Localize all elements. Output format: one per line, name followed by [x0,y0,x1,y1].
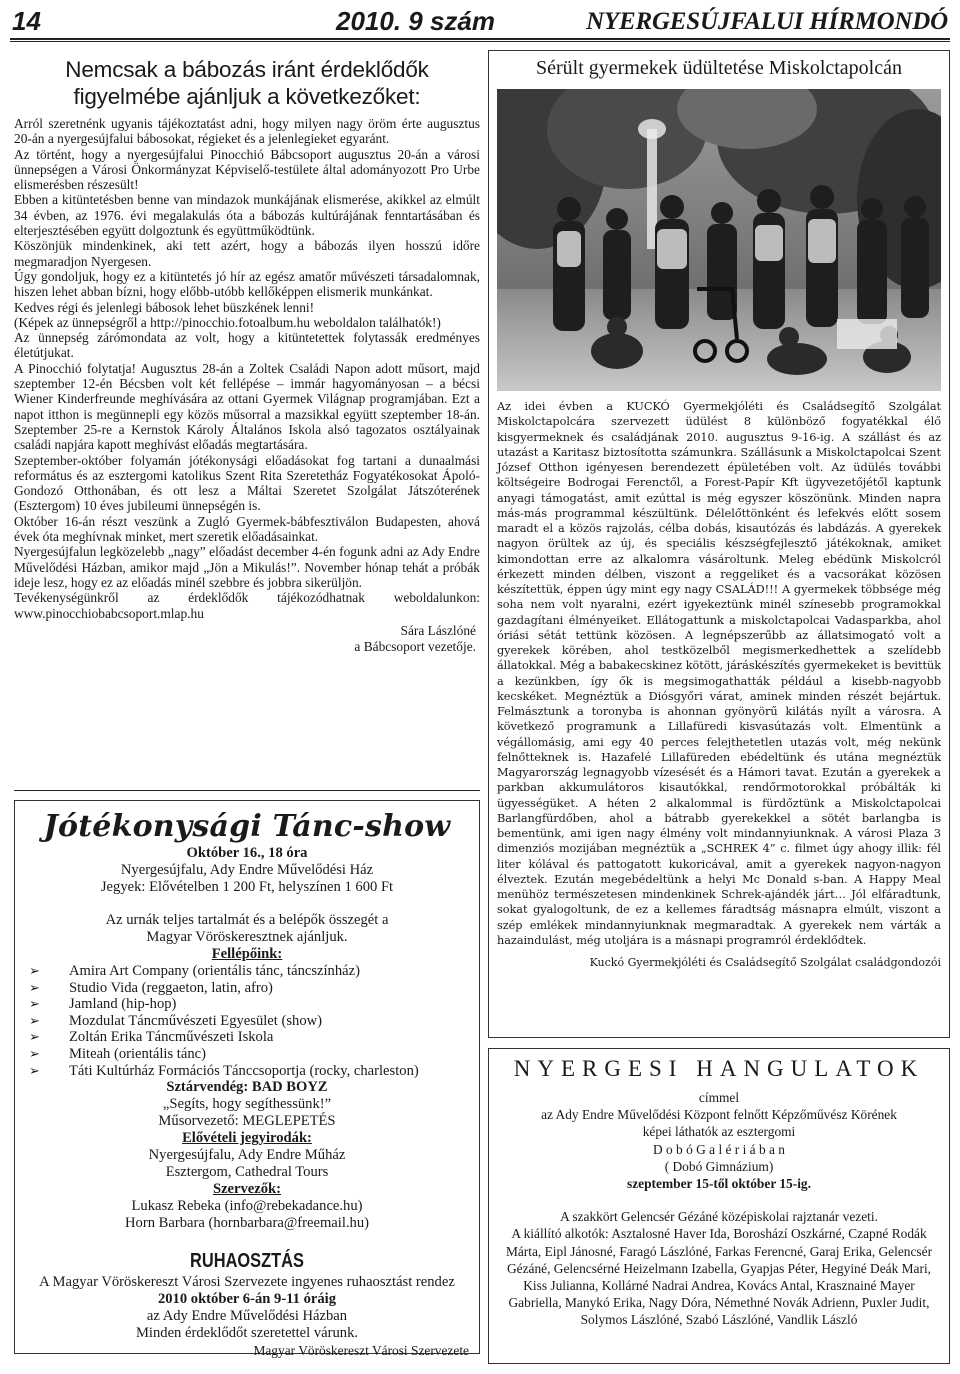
camp-text: Az idei évben a KUCKÓ Gyermekjóléti és Családsegítő Szolgálat Miskolctapolcára szervezett üdülést 8 különböző fogyatékkal élő kisgyermeknek és családjának 2010. augusztus 9-16-ig. A szállást és az utazást a Karitasz biztosította számunkra. Szállásunk a Miskolctapolcai Szent József Otthon igényesen berendezett épületében volt. Az üdülés további költségeire Bodrogai Ferenctől, a Forest-Papír Kft ügyvezetőjétől kaptunk anyagi támogatást, amit ezúttal is még egyszer köszönünk. Minden napra más-más programmal készültünk. Délelőttönként és lefekvés előtt sosem maradt el a közös rajzolás, célba dobás, kisautózás és labdázás. A gyerekek nagyon örültek az új, és speciális készségfejlesztő játékoknak, amiket kimondottan erre az alkalomra vásároltunk. Meleg ebédünk Miskolcról érkezett minden délben, viszont a reggeliket és a vacsorákat közösen készítettük, éppen úgy mint egy nagy CSALÁD!!! A gyermekek többsége még soha nem volt nyaralni, ezért igyekeztünk minél színesebb programokkal gazdagítani élményeiket. Ellátogattunk a miskolctapolcai Vadasparkba, ahol óriási sétát tettünk közösen. A legnépszerűbb az állatsimogató volt a gyerekek körében, ahol testközelből megismerkedhettek a szelídebb állatokkal. Még a babakecskinez kötött, járáskészítés gyermekeket is bevittük a kezünkben, így ők is megsimogathatták például a kisebb-nagyobb kecskéket. Megnéztük a Diósgyőri várat, aminek minden részét bejártuk. Felmásztunk a toronyba is ahonnan gyönyörű kilátás nyílt a városra. A következő programunk a Lillafüredi kisvasútazás volt. Elmentünk a végállomásig, ami egy 40 perces felejthetetlen utazás volt, még nekünk felnőtteknek is. Hazafelé Lillafüreden ebédeltünk és utána megnéztük Magyarország legnagyobb vízesését és a Hámori tavat. Ezután a gyerekek a parkban akkumulátoros kisautókkal, rendőrmotorokkal próbálták ki ügyességüket. A héten 2 alkalommal is fürdőztünk a Miskolctapolcai Barlangfürdőben, ahol a bátrabb gyerekekkel a sötét barlangba is bementünk, ami igen nagy élmény volt mindannyiunknak. A városi Plaza 3 dimenziós mozijában megnéztük a „SCHREK 4” c. filmet úgy ahogy illik: fél liter kólával és pattogatott kukoricával, amit a gyerekek nagyon-nagyon élveztek. Ezután megebédeltünk a helyi Mc Donald s-ban. A Happy Meal menühöz természetesen mindenkinek Schrek-ajándék járt… Jól elfáradtunk, sokat gyalogoltunk, de ez a kellemes fáradtság másnapra elmúlt, viszont a szép emlékek mindannyiunknak megmaradtak. A gyerekek nem várták a hazaindulást, még utoljára is a másnapi programról érdeklődtek. [497,400,941,947]
header-rule-thin [10,41,950,42]
show-title: Jótékonysági Tánc-show [43,809,451,844]
clothes-welcome: Minden érdeklődőt szeretettel várunk. [135,1325,359,1342]
clothes-date: 2010 október 6-án 9-11 óráig [157,1291,337,1308]
paragraph: Kedves régi és jelenlegi bábosok lehet büszkének lenni! [14,299,315,315]
page-header [10,4,950,36]
paragraph: Arról szeretnénk ugyanis tájékoztatást adni, hogy milyen nagy öröm érte augusztus 20-án a nyergesújfalui bábosokat, régieket és a jelenlegieket egyaránt. [14,116,480,147]
article-title: Nemcsak a bábozás iránt érdeklődők figyelmébe ajánljuk a következőket: [65,57,429,109]
list-item: ➢ Táti Kultúrház Formációs Tánccsoportja (rocky, charleston) [29,1062,419,1079]
paragraph: Köszönjük mindenkinek, aki tett azért, hogy a bábozás ilyen hosszú időre megmaradjon Nyergesen. [14,238,480,269]
arrow-icon: ➢ [29,1012,40,1028]
section-rule [14,790,480,791]
show-host: Műsorvezető: MEGLEPETÉS [158,1113,336,1130]
guest-quote: „Segíts, hogy segíthessünk!” [162,1096,332,1113]
arrow-icon: ➢ [29,1045,40,1061]
presale-office: Nyergesújfalu, Ady Endre Műház [148,1147,346,1164]
clothes-signature: Magyar Vöröskereszt Városi Szervezete [253,1343,469,1359]
presale-office: Esztergom, Cathedral Tours [165,1164,329,1181]
list-item: ➢ Mozdulat Táncművészeti Egyesület (show) [29,1012,323,1029]
camp-title: Sérült gyermekek üdültetése Miskolctapolcán [535,57,902,79]
paragraph: Szeptember-október folyamán jótékonysági előadásokat fog tartani a dunaalmási református és az esztergomi katolikus Szent Rita Szeretetház Fogyatékosokat Ápoló-Gondozó Otthonában, és ott lesz a Máltai Szeretet Szolgálat Játszóterének (Esztergom) 10 éves jubileumi ünnepségén is. [14,452,480,514]
arrow-icon: ➢ [29,963,40,978]
paragraph: Úgy gondoljuk, hogy ez a kitüntetés jó hír az egész amatőr művészeti társadalomnak, hiszen lehet abban bízni, hogy előbb-utóbb kellőképpen elismerik munkánkat. [14,268,480,300]
list-item: ➢ Jamland (hip-hop) [29,996,177,1013]
paragraph-link[interactable]: (Képek az ünnepségről a http://pinocchio.fotoalbum.hu weboldalon találhatók!) [14,314,441,330]
paragraph: A Pinocchió folytatja! Augusztus 28-án a Zoltek Családi Napon adott műsort, majd szeptember 12-én Bécsben volt két fellépése – immár hagyományosan – a bécsi Wiener Kinderfreunde meghívására az ottani Gyermek Világnap programjában. Ezt a napot itthon is megünnepli egy közös műsorral a mazsikkal együtt szeptember 18-án. Szeptember 25-re a Kernstok Károly Általános Iskola alsó tagozatos osztályainak családi napjára kapott meghívást előadás megtartására. [14,360,480,453]
dance-show-box [14,800,480,1359]
organizers-heading: Szervezők: [212,1181,282,1198]
article-body [14,116,480,621]
paragraph: Az ünnepség zárómondata az volt, hogy a kitüntetettek folytassák eredményes életútjukat. [14,330,480,361]
presale-heading: Elővételi jegyirodák: [182,1130,312,1147]
organizer[interactable]: Lukasz Rebeka (info@rebekadance.hu) [131,1198,363,1215]
pinocchio-article [14,56,480,655]
exhibition-dates: szeptember 15-től október 15-ig. [627,1176,811,1192]
exhibition-line: az Ady Endre Művelődési Központ felnőtt Képzőművész Körének [541,1107,897,1123]
exhibition-line: képei láthatók az esztergomi [642,1124,796,1140]
list-item: ➢ Miteah (orientális tánc) [29,1045,206,1062]
exhibition-line: címmel [698,1090,740,1105]
performers-list [29,963,469,1079]
guest-star: Sztárvendég: BAD BOYZ [166,1079,328,1096]
page-number: 14 [12,6,41,36]
header-rule [10,38,950,40]
clothes-text: A Magyar Vöröskereszt Városi Szervezete ingyenes ruhaosztást rendez [39,1274,455,1291]
issue-label: 2010. 9 szám [336,6,496,36]
clothes-title: RUHAOSZTÁS [190,1250,304,1273]
paragraph: Október 16-án részt veszünk a Zugló Gyermek-bábfesztiválon Budapesten, ahová évek óta meghívnak minket, mert szeretik előadásainkat. [14,513,480,545]
clothes-venue: az Ady Endre Művelődési Házban [146,1308,348,1325]
exhibition-leader: A szakkört Gelencsér Gézáné középiskolai rajztanár vezeti. [560,1209,878,1225]
show-venue: Nyergesújfalu, Ady Endre Művelődési Ház [120,862,374,878]
paragraph: Az történt, hogy a nyergesújfalui Pinocchió Bábcsoport augusztus 20-án a városi ünnepségen a Városi Önkormányzat Képviselő-testülete által adományozott Pro Urbe elismerésben részesült! [14,146,480,193]
arrow-icon: ➢ [29,979,40,995]
list-item: ➢ Studio Vida (reggaeton, latin, afro) [29,979,273,996]
performers-heading: Fellépőink: [211,946,283,962]
paragraph-website[interactable]: Tevékenységünkről az érdeklődők tájékozódhatnak weboldalunkon: www.pinocchiobabcsoport.mlap.hu [14,590,480,621]
arrow-icon: ➢ [29,996,40,1012]
list-item: ➢ Zoltán Erika Táncművészeti Iskola [29,1029,274,1046]
organizer[interactable]: Horn Barbara (hornbarbara@freemail.hu) [125,1215,369,1232]
exhibition-gallery: D o b ó G a l é r i á b a n [652,1141,785,1157]
show-dedication: Az urnák teljes tartalmát és a belépők összegét a [105,912,389,928]
exhibition-title: NYERGESI HANGULATOK [513,1056,925,1081]
paragraph: Ebben a kitüntetésben benne van mindazok munkájának elismerése, akikkel az elmúlt 34 évben, az 1976. évi megalakulás óta a bábozás kultúrájának fenntartásában és elterjesztésében együtt dolgoztunk és együttműködtünk. [14,192,480,239]
signature: Sára Lászlóné a Bábcsoport vezetője. [354,622,476,654]
group-photo [497,89,941,391]
arrow-icon: ➢ [29,1062,40,1078]
show-tickets: Jegyek: Elővételben 1 200 Ft, helyszínen 1 600 Ft [100,879,394,895]
camp-credit: Kuckó Gyermekjóléti és Családsegítő Szolgálat családgondozói [589,956,941,969]
list-item: ➢ Amira Art Company (orientális tánc, táncszínház) [29,963,360,979]
paper-title: NYERGESÚJFALUI HÍRMONDÓ [586,8,948,35]
group-photo-image [497,89,941,391]
exhibition-box [488,1048,950,1364]
camp-article-box [488,50,950,1038]
exhibition-artists: A kiállító alkotók: Asztalosné Haver Ida, Boroshází Oszkárné, Czapné Rodák Márta, Eipl Jánosné, Faragó Lászlóné, Farkas Ferencné, Garaj Erika, Gelencsér Gézáné, Gelencsérné Heizelmann Izabella, Gyapjas Péter, Hegyiné Deák Mari, Kiss Julianna, Kollárné Nadrai Andrea, Kovács Antal, Krasznainé Mayer Gabriella, Manykó Erika, Nagy Dóra, Némethné Novák Adrienn, Puxler Judit, Solymos Lászlóné, Szabó Lászlóné, Vandlik László [505,1226,933,1328]
show-dedication: Magyar Vöröskeresztnek ajánljuk. [146,929,348,945]
arrow-icon: ➢ [29,1029,40,1045]
exhibition-line: ( Dobó Gimnázium) [664,1158,774,1174]
show-date: Október 16., 18 óra [186,845,308,861]
paragraph: Nyergesújfalun legközelebb „nagy” előadást december 4-én fogunk adni az Ady Endre Művelődési Házban, amikor majd „Jön a Mikulás!”. November hónap tehát a próbák ideje lesz, hogy ez az előadás minél szebbre és jobbra sikerüljön. [14,544,480,590]
